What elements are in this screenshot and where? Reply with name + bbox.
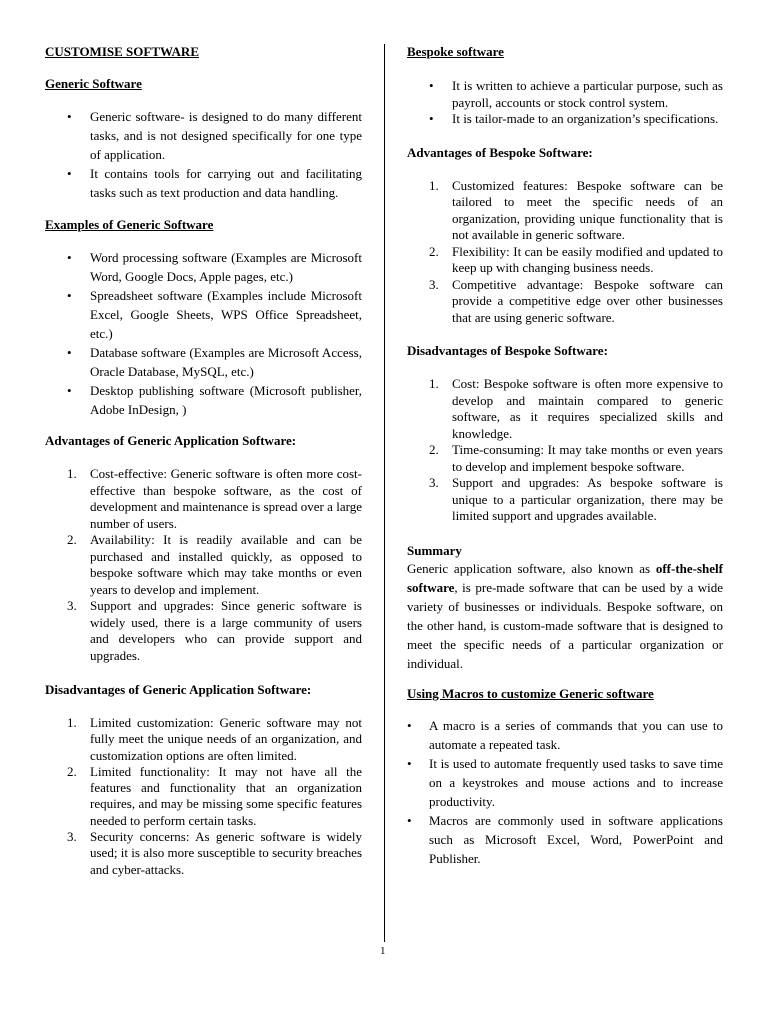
left-column	[45, 44, 362, 878]
list-item: 1. Cost: Bespoke software is often more expensive to develop and maintain compared to generic software, as it requires specialized skills and knowledge.	[429, 376, 723, 441]
examples-heading: Examples of Generic Software	[45, 217, 214, 232]
generic-advantages-heading: Advantages of Generic Application Software:	[45, 433, 297, 448]
bespoke-disadvantages-heading: Disadvantages of Bespoke Software:	[407, 343, 608, 358]
list-item: • It is tailor-made to an organization’s specifications.	[407, 111, 723, 128]
list-item: 1. Cost-effective: Generic software is often more cost-effective than bespoke software, as the cost of development and maintenance is spread over a large number of users.	[67, 466, 362, 531]
summary-bold-term: off-the-shelf software	[407, 560, 723, 595]
generic-advantages-list	[45, 466, 362, 664]
macros-list	[407, 716, 723, 868]
list-item: 2. Time-consuming: It may take months or even years to develop and implement bespoke software.	[429, 442, 723, 474]
bespoke-advantages-heading: Advantages of Bespoke Software:	[407, 144, 593, 160]
list-item: 1. Limited customization: Generic software may not fully meet the unique needs of an organization, and customization options are often limited.	[67, 715, 362, 763]
generic-software-heading: Generic Software	[45, 76, 142, 91]
column-divider	[384, 44, 385, 942]
right-column	[407, 44, 723, 868]
bespoke-software-heading: Bespoke software	[407, 44, 504, 59]
list-item: • It is written to achieve a particular purpose, such as payroll, accounts or stock control system.	[407, 78, 723, 111]
page-number: 1	[380, 945, 386, 957]
list-item: • It is used to automate frequently used tasks to save time on a keystrokes and mouse actions and to increase productivity.	[407, 754, 723, 811]
list-item: 3. Support and upgrades: As bespoke software is unique to a particular organization, there may be limited support and upgrades available.	[429, 475, 723, 523]
list-item: 3. Security concerns: As generic software is widely used; it is also more susceptible to security breaches and cyber-attacks.	[67, 829, 362, 877]
list-item: • Macros are commonly used in software applications such as Microsoft Excel, Word, PowerPoint and Publisher.	[407, 811, 723, 868]
bespoke-software-list	[407, 78, 723, 128]
generic-disadvantages-heading: Disadvantages of Generic Application Software:	[45, 682, 312, 697]
document-title: CUSTOMISE SOFTWARE	[45, 44, 199, 59]
list-item: • Desktop publishing software (Microsoft publisher, Adobe InDesign, )	[45, 381, 362, 419]
bespoke-disadvantages-list	[407, 376, 723, 525]
examples-list	[45, 248, 362, 419]
list-item: • Database software (Examples are Microsoft Access, Oracle Database, MySQL, etc.)	[45, 343, 362, 381]
bespoke-advantages-list	[407, 178, 723, 327]
summary-paragraph: Generic application software, also known as off-the-shelf software, is pre-made software that can be used by a wide variety of businesses or individuals. Bespoke software, on the other hand, is custom-made software that is designed to meet the specific needs of a particular organization or individual.	[407, 560, 723, 671]
list-item: • Generic software- is designed to do many different tasks, and is not designed specifically for one type of application.	[45, 107, 362, 164]
list-item: 3. Competitive advantage: Bespoke software can provide a competitive edge over other businesses that are using generic software.	[429, 276, 723, 325]
macros-heading: Using Macros to customize Generic software	[407, 685, 654, 701]
list-item: • Spreadsheet software (Examples include Microsoft Excel, Google Sheets, WPS Office Spreadsheet, etc.)	[45, 286, 362, 343]
generic-software-list	[45, 107, 362, 202]
list-item: 3. Support and upgrades: Since generic software is widely used, there is a large community of users and developers who can provide support and upgrades.	[67, 598, 362, 663]
list-item: 2. Limited functionality: It may not have all the features and functionality that an organization requires, and may be missing some specific features needed to perform certain tasks.	[67, 763, 362, 828]
generic-disadvantages-list	[45, 715, 362, 878]
list-item: 2. Availability: It is readily available and can be purchased and installed quickly, as opposed to bespoke software which may take months or even years to develop and implement.	[67, 532, 362, 597]
list-item: 2. Flexibility: It can be easily modified and updated to keep up with changing business needs.	[429, 243, 723, 275]
list-item: 1. Customized features: Bespoke software can be tailored to meet the specific needs of an organization, providing unique functionality that is not available in generic software.	[429, 177, 723, 242]
list-item: • A macro is a series of commands that you can use to automate a repeated task.	[407, 716, 723, 754]
summary-heading: Summary	[407, 542, 462, 558]
list-item: • It contains tools for carrying out and facilitating tasks such as text production and data handling.	[45, 164, 362, 202]
list-item: • Word processing software (Examples are Microsoft Word, Google Docs, Apple pages, etc.)	[45, 248, 362, 286]
